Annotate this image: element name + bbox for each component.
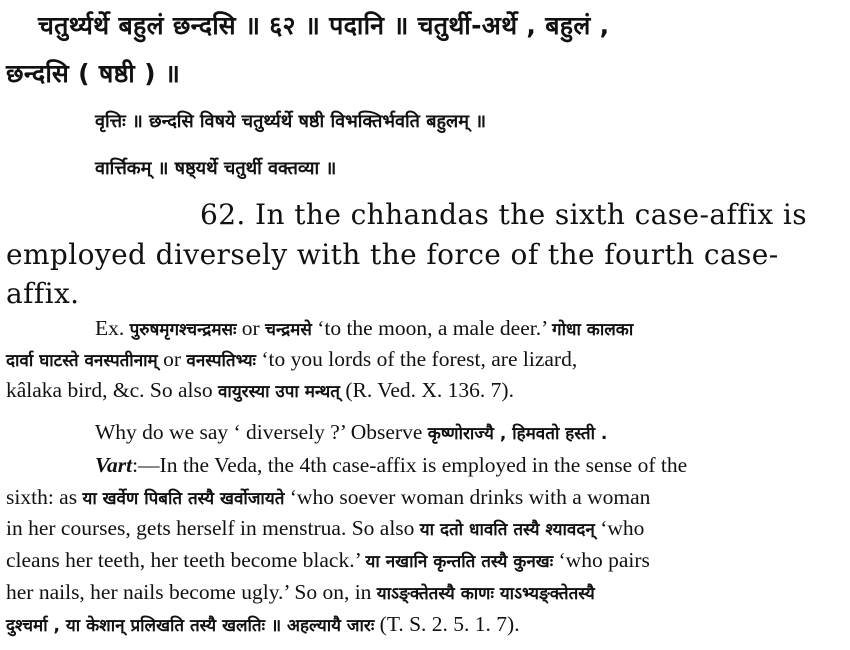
vart-skt-2: या खर्वेण पिबति तस्यै खर्वोजायते	[82, 489, 285, 509]
translation-line-3	[6, 277, 79, 310]
vart-line-1	[95, 453, 687, 478]
why-skt: कृष्णोराज्यै , हिमवतो हस्ती .	[427, 424, 608, 444]
ex-eng-2: ‘to you lords of the forest, are lizard,	[261, 347, 578, 371]
vart-skt-3: या दतो धावति तस्यै श्यावदन्	[419, 520, 595, 540]
translation-line-2	[6, 238, 779, 271]
vart-skt-4: या नखानि कृन्तति तस्यै कुनखः	[365, 552, 554, 572]
vart-line-3	[6, 516, 644, 541]
vart-label: Vart	[95, 453, 133, 477]
sutra-line-1	[38, 8, 609, 42]
varttika-text: वार्त्तिकम् ॥ षष्ठ्यर्थे चतुर्थी वक्तव्या ॥	[95, 158, 337, 179]
ex-skt-2: चन्द्रमसे	[265, 320, 312, 340]
vart-eng-4a: cleans her teeth, her teeth become black.’	[6, 548, 361, 572]
example-line-1	[95, 316, 633, 341]
vart-skt-5: याऽङ्क्तेतस्यै काणः याऽभ्यङ्क्तेतस्यै	[376, 584, 595, 604]
vart-eng-3a: in her courses, gets herself in menstrua. So also	[6, 516, 415, 540]
ex-skt-1: पुरुषमृगश्चन्द्रमसः	[129, 320, 237, 340]
ex-skt-3: गोधा कालका	[552, 320, 634, 340]
varttika-line	[95, 156, 336, 180]
vritti-text: वृत्तिः ॥ छन्दसि विषये चतुर्थ्यर्थे षष्ठी विभक्तिर्भवति बहुलम् ॥	[95, 111, 487, 132]
vart-skt-6: दुश्चर्मा , या केशान् प्रलिखति तस्यै खलतिः ॥ अहल्यायै जारः	[6, 616, 375, 636]
translation-text-3: affix.	[6, 277, 80, 310]
ex-skt-4: दार्वा घाटस्ते वनस्पतीनाम्	[6, 351, 158, 371]
vart-line-5	[6, 580, 595, 605]
why-eng: Why do we say ‘ diversely ?’ Observe	[95, 420, 423, 444]
vart-line-2	[6, 485, 650, 510]
vart-eng-2b: ‘who soever woman drinks with a woman	[289, 485, 651, 509]
vart-text-1: :—In the Veda, the 4th case-affix is employed in the sense of the	[132, 453, 688, 477]
vart-ref: (T. S. 2. 5. 1. 7).	[379, 612, 520, 636]
vart-line-6	[6, 612, 520, 637]
sutra-text-1: चतुर्थ्यर्थे बहुलं छन्दसि ॥ ६२ ॥ पदानि ॥ चतुर्थी-अर्थे , बहुलं ,	[38, 11, 610, 40]
vart-eng-2a: sixth: as	[6, 485, 78, 509]
ex-ref: (R. Ved. X. 136. 7).	[345, 378, 514, 402]
ex-or-2: or	[163, 347, 181, 371]
example-line-3	[6, 378, 514, 403]
ex-skt-6: वायुरस्या उपा मन्थत्	[217, 382, 340, 402]
sutra-number: 62.	[200, 198, 246, 231]
example-line-2	[6, 347, 577, 372]
vart-eng-4b: ‘who pairs	[558, 548, 650, 572]
sutra-text-2: छन्दसि ( षष्ठी ) ॥	[6, 59, 181, 88]
vart-line-4	[6, 548, 650, 573]
vart-eng-5a: her nails, her nails become ugly.’ So on, in	[6, 580, 372, 604]
translation-text-1: In the chhandas the sixth case-affix is	[255, 198, 807, 231]
vart-eng-3b: ‘who	[600, 516, 645, 540]
translation-text-2: employed diversely with the force of the fourth case-	[6, 238, 779, 271]
translation-line-1	[200, 198, 807, 231]
why-line	[95, 420, 607, 445]
ex-or-1: or	[241, 316, 260, 340]
ex-skt-5: वनस्पतिभ्यः	[186, 351, 256, 371]
sutra-line-2	[6, 56, 180, 90]
ex-eng-1: ‘to the moon, a male deer.’	[317, 316, 547, 340]
ex-eng-3: kâlaka bird, &c. So also	[6, 378, 213, 402]
vritti-line	[95, 109, 486, 133]
ex-prefix: Ex.	[95, 316, 125, 340]
